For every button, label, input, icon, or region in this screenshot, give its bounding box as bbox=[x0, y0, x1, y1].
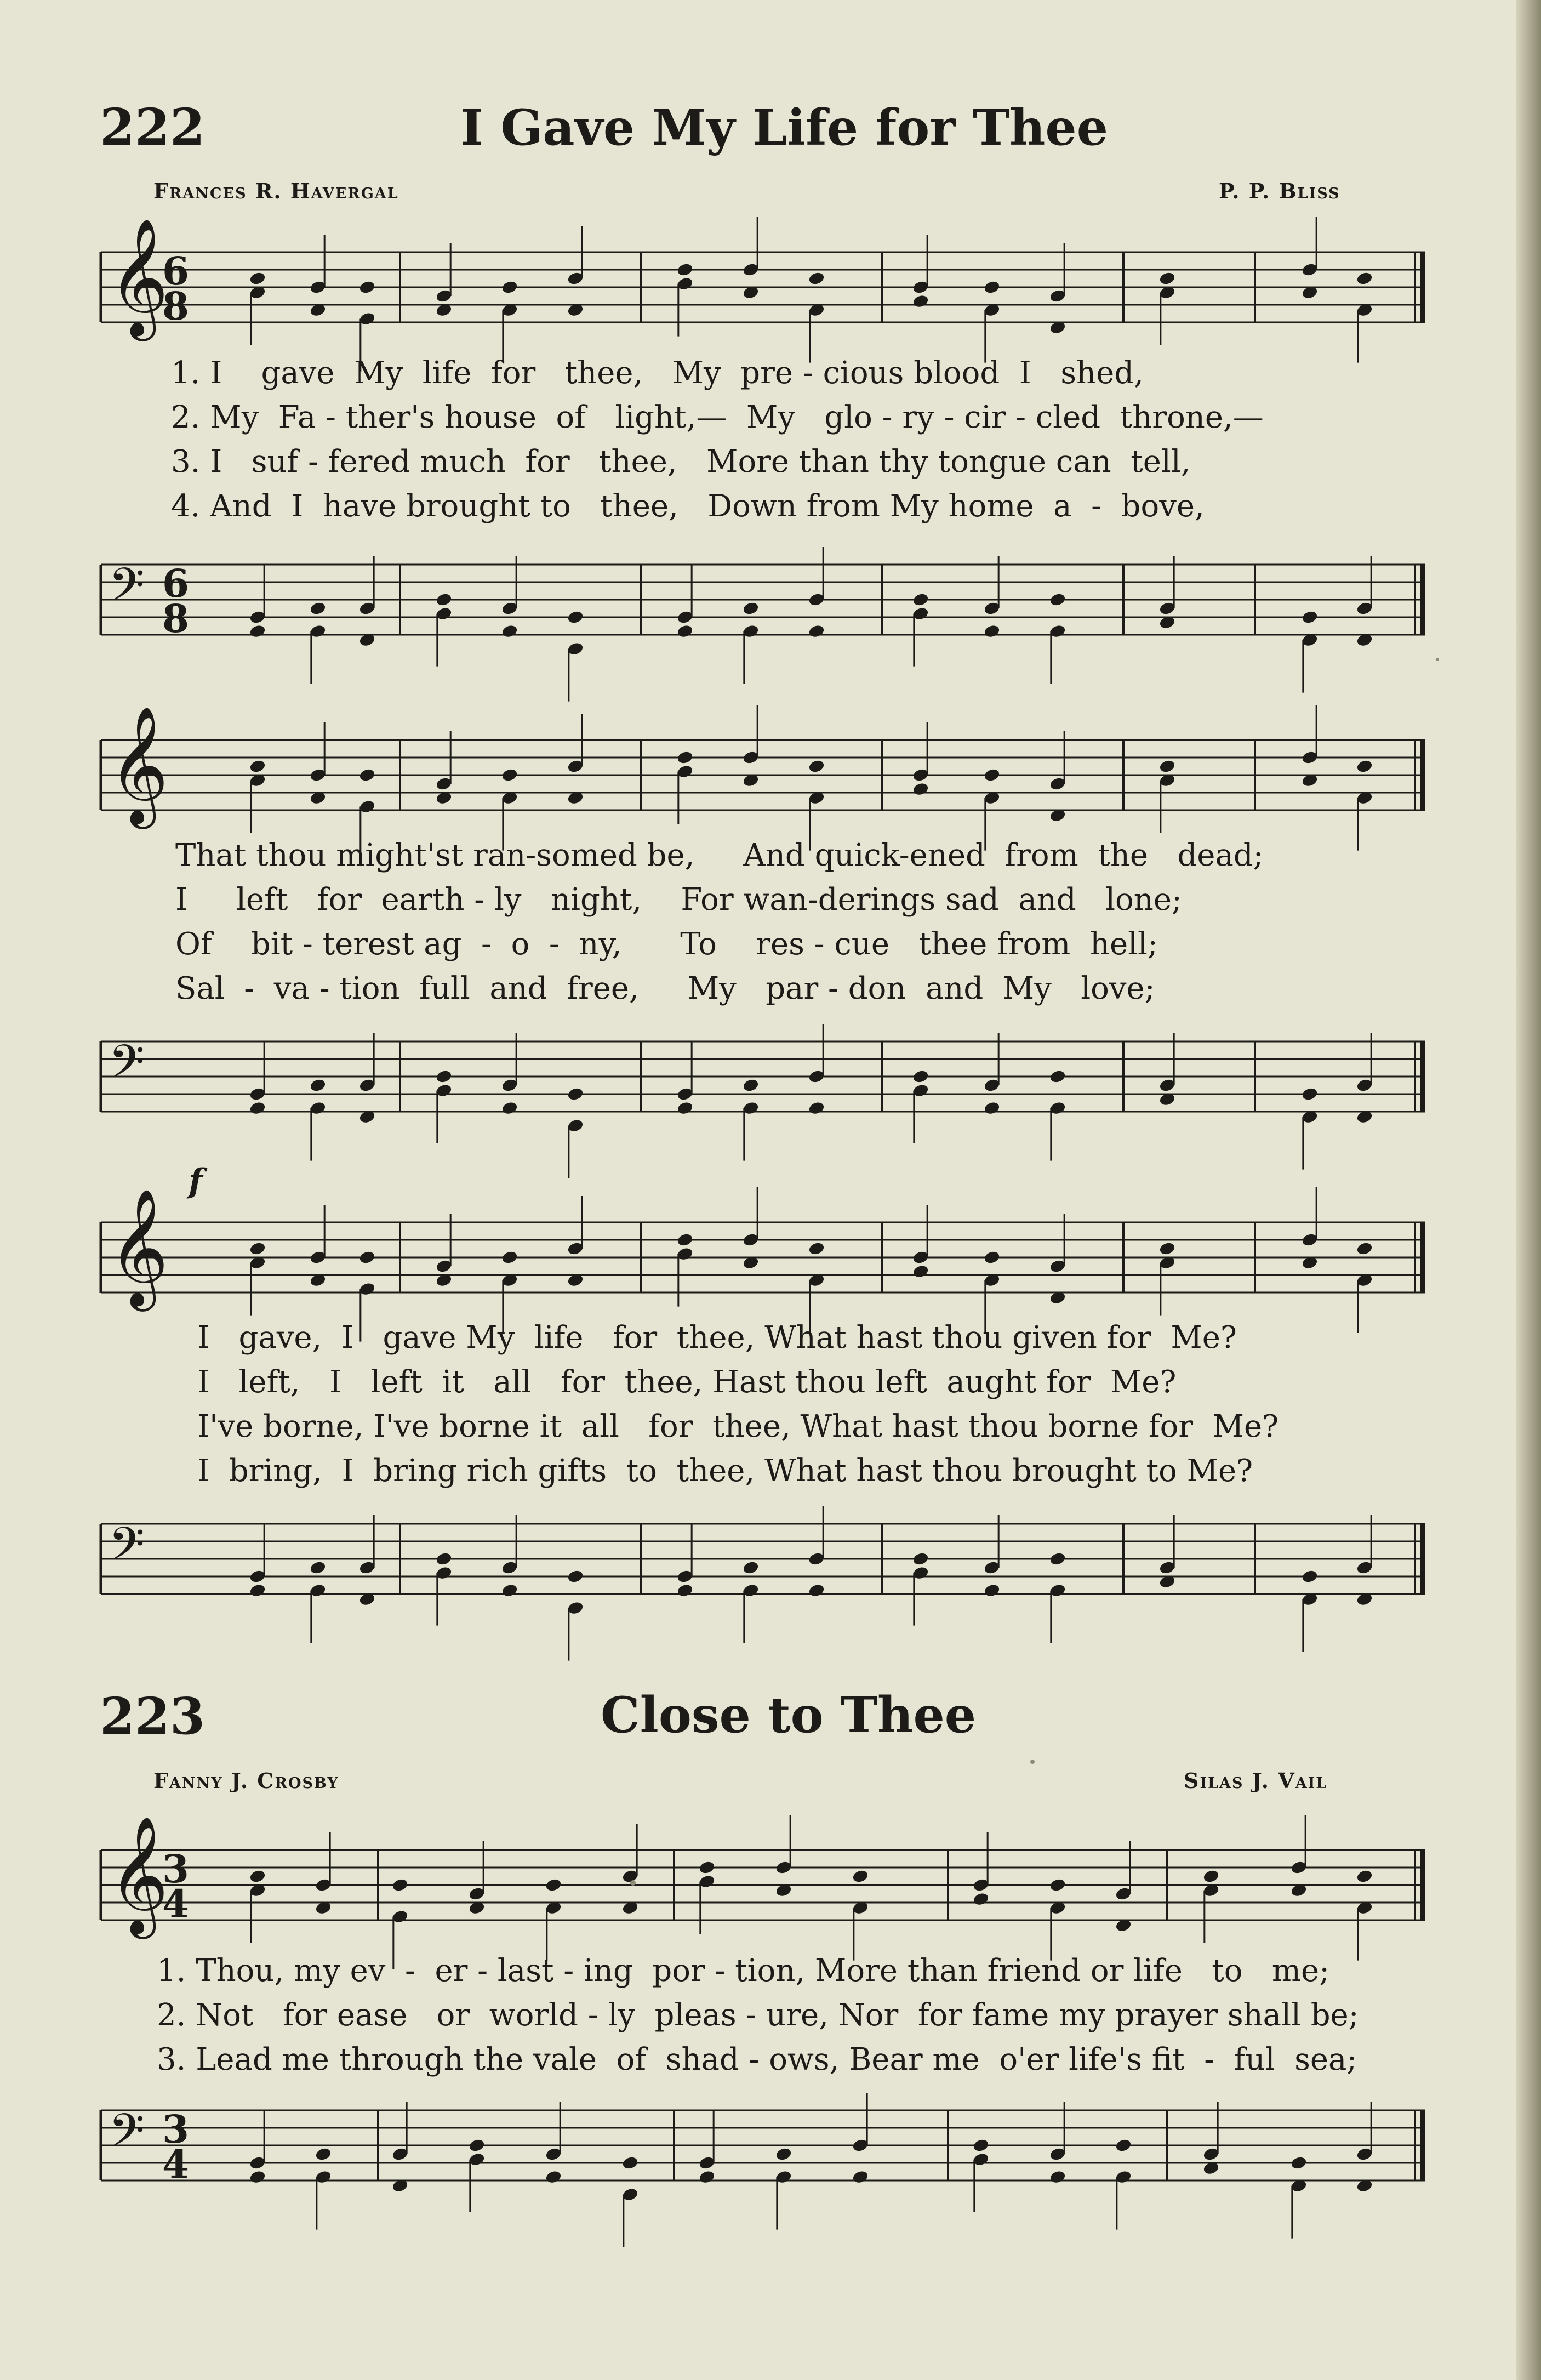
treble-clef-icon: 𝄞 bbox=[109, 1187, 169, 1306]
note-head bbox=[983, 280, 1001, 294]
bass-clef-icon: 𝄢 bbox=[109, 2104, 145, 2170]
verse-1-line: That thou might'st ran-somed be, And quick-ened from the dead; bbox=[175, 838, 1264, 873]
note-head bbox=[742, 601, 760, 616]
verse-1-line: 1. Thou, my ev - er - last - ing por - tion, More than friend or life to me; bbox=[157, 1953, 1330, 1989]
time-signature-bottom: 8 bbox=[162, 283, 189, 329]
verse-3-line: 3. I suf - fered much for thee, More than thy tongue can tell, bbox=[171, 444, 1191, 480]
note-head bbox=[1158, 1241, 1176, 1256]
note-head bbox=[912, 782, 929, 796]
note-head bbox=[983, 1101, 1001, 1115]
note-head bbox=[1049, 1877, 1066, 1892]
note-head bbox=[501, 767, 518, 782]
note-head bbox=[621, 2155, 639, 2170]
note-head bbox=[698, 2170, 716, 2184]
note-head bbox=[567, 1569, 584, 1584]
note-head bbox=[676, 624, 694, 639]
hymn-222-lyricist: Frances R. Havergal bbox=[153, 179, 399, 203]
note-head bbox=[249, 271, 266, 286]
verse-4-line: Sal - va - tion full and free, My par - don and My love; bbox=[175, 971, 1155, 1006]
note-head bbox=[468, 2138, 486, 2153]
note-head bbox=[808, 1583, 825, 1598]
hymn-223-system1-bass-staff bbox=[93, 2066, 1430, 2214]
note-head bbox=[309, 601, 327, 616]
treble-clef-icon: 𝄞 bbox=[109, 1815, 169, 1934]
note-head bbox=[501, 1101, 518, 1115]
note-head bbox=[852, 2170, 869, 2184]
note-head bbox=[1202, 1869, 1220, 1883]
note-head bbox=[676, 1583, 694, 1598]
hymn-222-system1-bass-staff bbox=[93, 526, 1430, 669]
hymn-222-number: 222 bbox=[100, 98, 206, 157]
paper-speck bbox=[630, 1880, 636, 1886]
note-head bbox=[358, 1250, 376, 1265]
note-head bbox=[249, 759, 266, 773]
note-head bbox=[808, 1241, 825, 1256]
hymn-223-composer: Silas J. Vail bbox=[1184, 1768, 1328, 1793]
hymn-222-system3-bass-staff bbox=[93, 1485, 1430, 1628]
hymn-222-system3-lyrics bbox=[197, 1316, 1279, 1493]
treble-clef-icon: 𝄞 bbox=[109, 217, 169, 336]
bass-clef-icon: 𝄢 bbox=[109, 559, 145, 624]
note-head bbox=[972, 2138, 990, 2153]
note-head bbox=[775, 2146, 792, 2161]
note-head bbox=[1049, 1551, 1066, 1566]
hymn-222-system3-treble-staff bbox=[93, 1189, 1430, 1326]
note-head bbox=[249, 1869, 266, 1883]
hymn-223-lyricist: Fanny J. Crosby bbox=[153, 1768, 339, 1793]
verse-3-line: I've borne, I've borne it all for thee, What hast thou borne for Me? bbox=[197, 1409, 1279, 1444]
note-head bbox=[1115, 2138, 1132, 2153]
time-signature-bottom: 4 bbox=[162, 2142, 189, 2188]
note-head bbox=[808, 271, 825, 286]
time-signature-top: 6 bbox=[162, 561, 189, 607]
verse-1-line: I gave, I gave My life for thee, What hast thou given for Me? bbox=[197, 1320, 1237, 1356]
verse-1-line: 1. I gave My life for thee, My pre - cious blood I shed, bbox=[171, 355, 1144, 391]
note-head bbox=[1301, 1086, 1319, 1101]
note-head bbox=[249, 2170, 266, 2184]
note-head bbox=[567, 1086, 584, 1101]
paper-speck bbox=[1030, 1760, 1035, 1764]
note-head bbox=[309, 1078, 327, 1092]
bass-clef-icon: 𝄢 bbox=[109, 1035, 145, 1101]
note-head bbox=[358, 767, 376, 782]
hymn-223-system1-lyrics bbox=[157, 1949, 1359, 2082]
note-head bbox=[501, 1250, 518, 1265]
hymn-223-number: 223 bbox=[100, 1687, 206, 1746]
verse-4-line: I bring, I bring rich gifts to thee, What hast thou brought to Me? bbox=[197, 1453, 1253, 1489]
hymn-222-system2-bass-staff bbox=[93, 1003, 1430, 1146]
note-head bbox=[912, 1069, 929, 1084]
note-head bbox=[912, 294, 929, 309]
verse-4-line: 4. And I have brought to thee, Down from My home a - bove, bbox=[171, 488, 1205, 524]
note-head bbox=[983, 1583, 1001, 1598]
bass-clef-icon: 𝄢 bbox=[109, 1518, 145, 1584]
verse-3-line: Of bit - terest ag - o - ny, To res - cue thee from hell; bbox=[175, 926, 1158, 962]
note-head bbox=[698, 1860, 716, 1875]
paper-speck bbox=[1436, 658, 1439, 661]
note-head bbox=[676, 750, 694, 765]
verse-2-line: I left, I left it all for thee, Hast thou left aught for Me? bbox=[197, 1364, 1177, 1400]
note-head bbox=[1356, 759, 1373, 773]
note-head bbox=[358, 280, 376, 294]
verse-2-line: I left for earth - ly night, For wan-derings sad and lone; bbox=[175, 882, 1182, 918]
note-head bbox=[1356, 1241, 1373, 1256]
verse-2-line: 2. Not for ease or world - ly pleas - ure, Nor for fame my prayer shall be; bbox=[157, 1997, 1359, 2033]
verse-3-line: 3. Lead me through the vale of shad - ows, Bear me o'er life's fit - ful sea; bbox=[157, 2042, 1357, 2077]
note-head bbox=[983, 767, 1001, 782]
note-head bbox=[501, 1583, 518, 1598]
note-head bbox=[1301, 1569, 1319, 1584]
hymn-222-system2-lyrics bbox=[175, 833, 1264, 1011]
note-head bbox=[742, 1560, 760, 1575]
hymn-223-title: Close to Thee bbox=[601, 1686, 976, 1744]
note-head bbox=[249, 1101, 266, 1115]
note-head bbox=[983, 624, 1001, 639]
hymn-222-system1-treble-staff bbox=[93, 219, 1430, 362]
note-head bbox=[249, 624, 266, 639]
note-head bbox=[315, 2146, 332, 2161]
note-head bbox=[1049, 2170, 1066, 2184]
note-head bbox=[1290, 2155, 1308, 2170]
note-head bbox=[1049, 592, 1066, 607]
hymn-222-system2-treble-staff bbox=[93, 707, 1430, 844]
note-head bbox=[1301, 610, 1319, 624]
note-head bbox=[742, 1078, 760, 1092]
treble-clef-icon: 𝄞 bbox=[109, 705, 169, 824]
note-head bbox=[1158, 271, 1176, 286]
note-head bbox=[391, 1877, 409, 1892]
note-head bbox=[435, 1069, 453, 1084]
hymn-222-composer: P. P. Bliss bbox=[1219, 179, 1340, 203]
note-head bbox=[912, 592, 929, 607]
note-head bbox=[676, 262, 694, 277]
note-head bbox=[1356, 271, 1373, 286]
note-head bbox=[676, 1101, 694, 1115]
note-head bbox=[545, 1877, 562, 1892]
time-signature-bottom: 8 bbox=[162, 596, 189, 642]
hymn-222-system1-lyrics bbox=[171, 351, 1264, 528]
note-head bbox=[852, 1869, 869, 1883]
verse-2-line: 2. My Fa - ther's house of light,— My glo - ry - cir - cled throne,— bbox=[171, 400, 1264, 435]
note-head bbox=[1049, 1069, 1066, 1084]
time-signature-top: 3 bbox=[162, 1846, 189, 1892]
note-head bbox=[545, 2170, 562, 2184]
note-head bbox=[309, 1560, 327, 1575]
note-head bbox=[501, 624, 518, 639]
note-head bbox=[501, 280, 518, 294]
note-head bbox=[912, 1264, 929, 1279]
dynamic-marking-forte: f bbox=[189, 1162, 203, 1200]
note-head bbox=[435, 592, 453, 607]
note-head bbox=[249, 1241, 266, 1256]
note-head bbox=[808, 1101, 825, 1115]
time-signature-top: 3 bbox=[162, 2106, 189, 2153]
note-head bbox=[808, 759, 825, 773]
note-head bbox=[249, 1583, 266, 1598]
hymn-222-title: I Gave My Life for Thee bbox=[460, 99, 1108, 157]
note-head bbox=[435, 1551, 453, 1566]
note-head bbox=[567, 610, 584, 624]
hymn-223-system1-treble-staff bbox=[93, 1806, 1430, 1960]
note-head bbox=[1356, 1869, 1373, 1883]
note-head bbox=[1158, 759, 1176, 773]
note-head bbox=[676, 1232, 694, 1247]
time-signature-bottom: 4 bbox=[162, 1881, 189, 1927]
note-head bbox=[912, 1551, 929, 1566]
note-head bbox=[983, 1250, 1001, 1265]
note-head bbox=[972, 1892, 990, 1906]
time-signature-top: 6 bbox=[162, 248, 189, 294]
page-edge-shadow bbox=[1516, 0, 1541, 2380]
note-head bbox=[808, 624, 825, 639]
